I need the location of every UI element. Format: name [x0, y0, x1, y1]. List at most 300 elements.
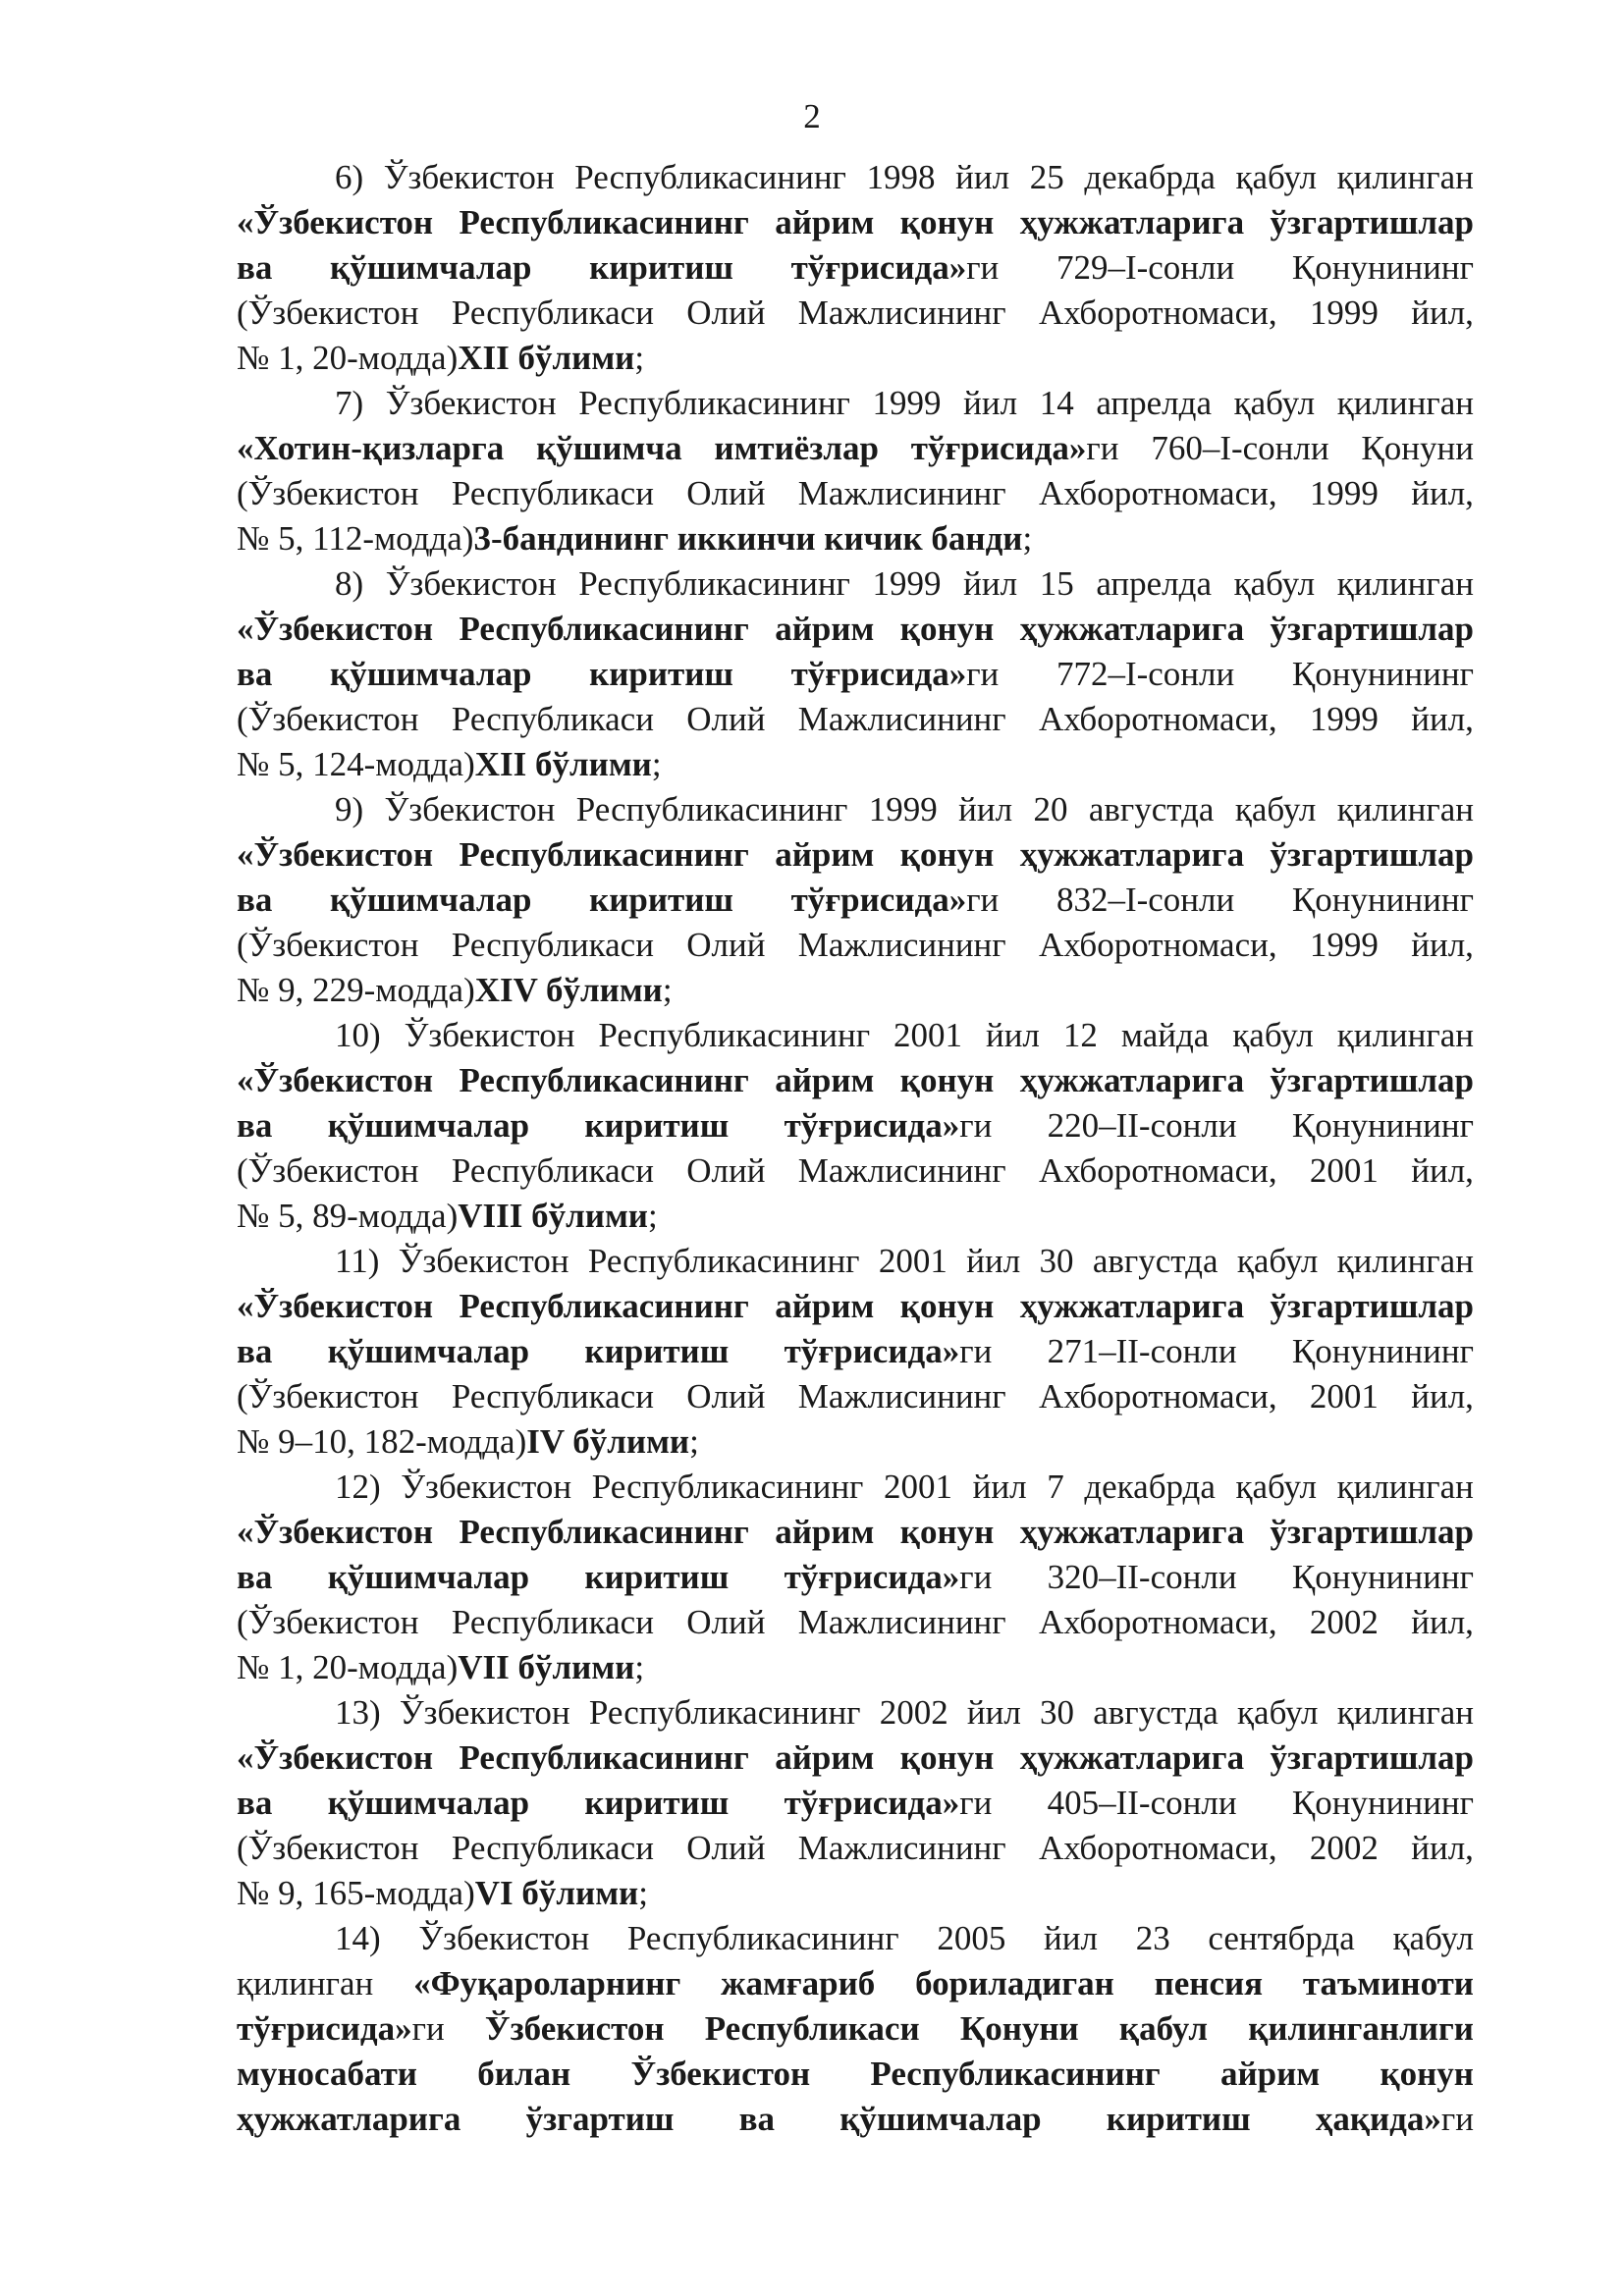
- word: [1292, 1103, 1474, 1148]
- bold-text: ҳужжатларига: [1019, 1061, 1245, 1099]
- text-line: [237, 787, 1474, 832]
- word: [1411, 1600, 1474, 1645]
- word: [1155, 1961, 1264, 2006]
- word: [460, 832, 749, 878]
- word: [686, 1600, 765, 1645]
- word: [1292, 878, 1474, 923]
- word: [714, 426, 879, 471]
- plain-text: 2001: [1309, 1151, 1379, 1190]
- word: [335, 1916, 381, 1961]
- bold-text: XII бўлими: [458, 339, 635, 377]
- text-line: [237, 1781, 1474, 1826]
- word: [1232, 1013, 1313, 1058]
- word: [328, 1329, 529, 1374]
- word: [1220, 2052, 1320, 2097]
- word: [574, 155, 846, 200]
- word: [1039, 697, 1277, 742]
- word: [237, 1329, 272, 1374]
- word: [584, 1329, 729, 1374]
- bold-text: ҳужжатларига: [1019, 1513, 1245, 1551]
- word: [1234, 381, 1315, 426]
- bold-text: «Ўзбекистон: [237, 1287, 434, 1325]
- word: [1411, 1148, 1474, 1194]
- word: [576, 787, 848, 832]
- word: [900, 1510, 995, 1555]
- word: [588, 1239, 860, 1284]
- bold-text: ва: [237, 1784, 273, 1822]
- plain-text: йил: [985, 1016, 1040, 1054]
- list-item: [237, 561, 1474, 787]
- plain-text: Ахборотномаси,: [1038, 1151, 1277, 1190]
- text-line: [237, 652, 1474, 697]
- word: [452, 923, 654, 968]
- word: [1310, 923, 1379, 968]
- text-line: [237, 1239, 1474, 1284]
- plain-text: Ўзбекистон: [418, 1919, 590, 1957]
- word: [1292, 245, 1474, 291]
- bold-text: қонун: [899, 1061, 995, 1099]
- list-item: [237, 1916, 1474, 2142]
- word: [798, 1600, 1006, 1645]
- bold-text: ҳужжатларига: [1019, 835, 1245, 874]
- text-line: [237, 1465, 1474, 1510]
- text-line: [237, 336, 1474, 381]
- word: [1040, 1239, 1074, 1284]
- word: [237, 1871, 475, 1916]
- word: [1337, 1239, 1474, 1284]
- word: [900, 1284, 995, 1329]
- word: [418, 1916, 589, 1961]
- bold-text: «Хотин-қизларга: [237, 429, 505, 467]
- word: [237, 336, 458, 381]
- bold-text: киритиш: [584, 1558, 730, 1596]
- suffix-text: ги: [959, 1106, 993, 1145]
- word: [452, 1600, 654, 1645]
- word: [1411, 1826, 1474, 1871]
- word: [237, 1826, 418, 1871]
- word: [1271, 200, 1474, 245]
- bold-text: жамғариб: [721, 1964, 876, 2002]
- word: [1310, 1148, 1379, 1194]
- word: [648, 1194, 658, 1239]
- word: [879, 1239, 947, 1284]
- word: [1039, 1148, 1277, 1194]
- plain-text: йил: [966, 1693, 1021, 1732]
- bold-text: қонун: [899, 1738, 995, 1777]
- plain-text: (Ўзбекистон: [237, 294, 419, 332]
- word: [1337, 155, 1474, 200]
- text-line: [237, 1194, 1474, 1239]
- plain-text: апрелда: [1096, 384, 1212, 422]
- word: [475, 742, 652, 787]
- plain-text: йил,: [1411, 700, 1474, 738]
- word: [631, 2052, 811, 2097]
- plain-text: Қонунининг: [1291, 655, 1474, 693]
- plain-text: Республикаси: [451, 1151, 654, 1190]
- plain-text: 14): [335, 1919, 381, 1957]
- bold-text: ўзгартиш: [525, 2100, 675, 2138]
- plain-text: Ўзбекистон: [404, 1016, 575, 1054]
- word: [237, 1194, 458, 1239]
- text-line: [237, 697, 1474, 742]
- plain-text: қилинган: [1336, 1242, 1474, 1280]
- word: [798, 1826, 1006, 1871]
- bold-text: Ўзбекистон: [484, 2009, 665, 2048]
- plain-text: қабул: [1235, 158, 1317, 196]
- text-line: [237, 200, 1474, 245]
- word: [1271, 1284, 1474, 1329]
- word: [1084, 155, 1216, 200]
- word: [900, 832, 995, 878]
- bold-text: ва: [237, 248, 273, 287]
- plain-text: 729–I-сонли: [1056, 248, 1235, 287]
- plain-text: сентябрда: [1208, 1919, 1355, 1957]
- word: [1048, 1103, 1237, 1148]
- word: [798, 923, 1006, 968]
- bold-text: ўзгартишлар: [1270, 203, 1474, 241]
- word: [967, 1690, 1021, 1735]
- word: [237, 245, 272, 291]
- plain-text: Республикасининг: [578, 564, 850, 603]
- bold-text: XIV бўлими: [474, 971, 663, 1009]
- bold-text: ва: [237, 655, 273, 693]
- plain-text: Қонунининг: [1291, 1106, 1474, 1145]
- word: [689, 1419, 699, 1465]
- text-line: [237, 832, 1474, 878]
- bold-text: ўзгартишлар: [1270, 1287, 1474, 1325]
- text-line: [237, 2006, 1474, 2052]
- text-line: [237, 923, 1474, 968]
- word: [237, 2006, 445, 2052]
- bold-text: билан: [477, 2055, 571, 2093]
- plain-text: Қонунининг: [1291, 881, 1474, 919]
- word: [237, 742, 475, 787]
- word: [1039, 923, 1277, 968]
- plain-text: Ахборотномаси,: [1038, 294, 1277, 332]
- text-line: [237, 1510, 1474, 1555]
- word: [328, 1781, 529, 1826]
- word: [1030, 155, 1064, 200]
- plain-text: Республикасининг: [598, 1016, 871, 1054]
- word: [955, 155, 1009, 200]
- word: [1020, 200, 1244, 245]
- word: [869, 787, 938, 832]
- bold-text: Ўзбекистон: [630, 2055, 811, 2093]
- word: [785, 1781, 993, 1826]
- plain-text: қилинган: [1336, 158, 1474, 196]
- bold-text: ҳужжатларига: [1019, 1287, 1245, 1325]
- plain-text: қабул: [1234, 790, 1317, 828]
- plain-text: 1999: [872, 564, 942, 603]
- word: [893, 1013, 962, 1058]
- text-line: [237, 1826, 1474, 1871]
- plain-text: 1998: [866, 158, 936, 196]
- text-line: [237, 291, 1474, 336]
- word: [1271, 1735, 1474, 1781]
- word: [1020, 1284, 1244, 1329]
- plain-text: Олий: [686, 1151, 766, 1190]
- plain-text: 23: [1135, 1919, 1170, 1957]
- word: [900, 1735, 995, 1781]
- word: [775, 1058, 874, 1103]
- word: [386, 381, 557, 426]
- word: [335, 1690, 381, 1735]
- word: [460, 607, 749, 652]
- word: [900, 200, 995, 245]
- word: [335, 1239, 379, 1284]
- bold-text: киритиш: [584, 1106, 730, 1145]
- word: [1096, 561, 1212, 607]
- word: [536, 426, 681, 471]
- plain-text: йил: [972, 1468, 1027, 1506]
- bold-text: қонун: [899, 610, 995, 648]
- bold-text: қўшимчалар: [839, 2100, 1042, 2138]
- text-line: [237, 1013, 1474, 1058]
- word: [775, 1510, 874, 1555]
- plain-text: № 9, 229-модда): [237, 971, 475, 1009]
- word: [873, 561, 942, 607]
- plain-text: 14: [1039, 384, 1074, 422]
- word: [330, 878, 531, 923]
- plain-text: № 5, 112-модда): [237, 519, 474, 558]
- word: [335, 381, 363, 426]
- plain-text: 2001: [884, 1468, 953, 1506]
- word: [1056, 878, 1234, 923]
- bold-text: 3-бандининг иккинчи кичик банди: [473, 519, 1023, 558]
- bold-text: тўғрисида»: [790, 248, 967, 287]
- word: [237, 607, 433, 652]
- word: [237, 832, 433, 878]
- plain-text: 832–I-сонли: [1056, 881, 1235, 919]
- text-line: [237, 245, 1474, 291]
- text-line: [237, 471, 1474, 516]
- word: [785, 1103, 993, 1148]
- bold-text: Республикасининг: [459, 1513, 749, 1551]
- word: [785, 1329, 993, 1374]
- word: [475, 1871, 638, 1916]
- word: [237, 1555, 272, 1600]
- plain-text: (Ўзбекистон: [237, 926, 419, 964]
- word: [1020, 1510, 1244, 1555]
- plain-text: 1999: [872, 384, 942, 422]
- word: [578, 561, 850, 607]
- word: [1411, 471, 1474, 516]
- word: [237, 1284, 433, 1329]
- word: [237, 1600, 418, 1645]
- word: [1084, 1465, 1216, 1510]
- plain-text: 6): [335, 158, 364, 196]
- word: [1208, 1916, 1354, 1961]
- word: [873, 381, 942, 426]
- plain-text: қабул: [1235, 1468, 1317, 1506]
- word: [237, 1419, 526, 1465]
- list-item: [237, 1239, 1474, 1465]
- word: [1310, 1826, 1379, 1871]
- plain-text: йил,: [1411, 1829, 1474, 1867]
- plain-text: ;: [638, 1874, 648, 1912]
- plain-text: 20: [1033, 790, 1068, 828]
- plain-text: августда: [1092, 1242, 1218, 1280]
- text-line: [237, 561, 1474, 607]
- plain-text: Республикаси: [451, 926, 654, 964]
- plain-text: қабул: [1233, 564, 1316, 603]
- word: [775, 607, 874, 652]
- plain-text: Республикаси: [451, 294, 654, 332]
- word: [237, 878, 272, 923]
- word: [413, 1961, 680, 2006]
- word: [1020, 1735, 1244, 1781]
- text-line: [237, 1419, 1474, 1465]
- word: [400, 1690, 570, 1735]
- plain-text: 760–I-сонли: [1151, 429, 1329, 467]
- bold-text: ҳақида»: [1315, 2100, 1441, 2138]
- word: [458, 1194, 648, 1239]
- word: [473, 516, 1022, 561]
- plain-text: йил,: [1411, 474, 1474, 512]
- text-line: [237, 1555, 1474, 1600]
- plain-text: 12: [1062, 1016, 1098, 1054]
- list-item: [237, 1690, 1474, 1916]
- word: [460, 1284, 749, 1329]
- text-line: [237, 878, 1474, 923]
- bold-text: Республикасининг: [459, 1287, 749, 1325]
- word: [1022, 516, 1032, 561]
- word: [1411, 923, 1474, 968]
- plain-text: ;: [662, 971, 673, 1009]
- word: [237, 1735, 433, 1781]
- plain-text: йил: [963, 564, 1018, 603]
- word: [592, 1465, 864, 1510]
- word: [1411, 291, 1474, 336]
- word: [589, 1690, 861, 1735]
- bold-text: тўғрисида»: [784, 1106, 960, 1145]
- word: [1033, 787, 1067, 832]
- word: [867, 155, 936, 200]
- bold-text: қўшимча: [536, 429, 682, 467]
- word: [900, 1058, 995, 1103]
- plain-text: йил: [955, 158, 1010, 196]
- bold-text: қонун: [899, 1287, 995, 1325]
- word: [1235, 787, 1316, 832]
- word: [686, 291, 765, 336]
- text-line: [237, 968, 1474, 1013]
- word: [1020, 607, 1244, 652]
- word: [1337, 1013, 1474, 1058]
- word: [791, 652, 1000, 697]
- plain-text: Қонунининг: [1291, 1332, 1474, 1370]
- plain-text: Олий: [686, 1377, 766, 1415]
- plain-text: 2001: [1309, 1377, 1379, 1415]
- bold-text: пенсия: [1154, 1964, 1264, 2002]
- plain-text: декабрда: [1084, 158, 1216, 196]
- bold-text: Республикасининг: [459, 1061, 749, 1099]
- list-item: [237, 1465, 1474, 1690]
- bold-text: «Ўзбекистон: [237, 203, 434, 241]
- bold-text: қўшимчалар: [330, 248, 532, 287]
- word: [1271, 1058, 1474, 1103]
- word: [1234, 561, 1315, 607]
- word: [973, 1465, 1027, 1510]
- text-line: [237, 1961, 1474, 2006]
- text-line: [237, 1374, 1474, 1419]
- plain-text: Республикаси: [451, 474, 654, 512]
- word: [739, 2097, 775, 2142]
- word: [798, 291, 1006, 336]
- bold-text: IV бўлими: [526, 1422, 690, 1461]
- plain-text: йил: [958, 790, 1013, 828]
- plain-text: 772–I-сонли: [1056, 655, 1235, 693]
- plain-text: Ахборотномаси,: [1038, 1603, 1277, 1641]
- bold-text: ва: [237, 1558, 273, 1596]
- word: [791, 878, 1000, 923]
- plain-text: Мажлисининг: [797, 1603, 1006, 1641]
- word: [798, 1374, 1006, 1419]
- bold-text: ўзгартишлар: [1270, 835, 1474, 874]
- word: [237, 697, 418, 742]
- word: [477, 2052, 570, 2097]
- text-line: [237, 1284, 1474, 1329]
- text-line: [237, 1690, 1474, 1735]
- word: [1039, 1826, 1277, 1871]
- word: [686, 923, 765, 968]
- text-line: [237, 426, 1474, 471]
- word: [960, 2006, 1079, 2052]
- plain-text: қабул: [1232, 1016, 1314, 1054]
- suffix-text: ги: [959, 1558, 993, 1596]
- word: [775, 1284, 874, 1329]
- word: [237, 923, 418, 968]
- word: [1310, 1374, 1379, 1419]
- word: [839, 2097, 1041, 2142]
- plain-text: Олий: [686, 700, 766, 738]
- plain-text: 9): [335, 790, 364, 828]
- page-number: 2: [803, 97, 821, 135]
- word: [1411, 1374, 1474, 1419]
- plain-text: 2002: [1309, 1829, 1379, 1867]
- bold-text: VIII бўлими: [458, 1197, 648, 1235]
- plain-text: Республикаси: [451, 1603, 654, 1641]
- bold-text: киритиш: [589, 655, 733, 693]
- plain-text: Қонунининг: [1291, 248, 1474, 287]
- word: [775, 832, 874, 878]
- bold-text: тўғрисида»: [784, 1558, 960, 1596]
- plain-text: 7: [1047, 1468, 1064, 1506]
- bold-text: бориладиган: [915, 1964, 1114, 2002]
- plain-text: 2002: [879, 1693, 948, 1732]
- plain-text: 2002: [1309, 1603, 1379, 1641]
- plain-text: қилинган: [1336, 1693, 1474, 1732]
- word: [798, 471, 1006, 516]
- plain-text: Республикасининг: [578, 384, 850, 422]
- word: [1056, 245, 1234, 291]
- suffix-text: ги: [959, 1332, 993, 1370]
- list-item: [237, 155, 1474, 381]
- plain-text: (Ўзбекистон: [237, 1151, 419, 1190]
- plain-text: 1999: [1309, 700, 1379, 738]
- plain-text: Қонунининг: [1291, 1784, 1474, 1822]
- word: [686, 1826, 765, 1871]
- word: [937, 1916, 1005, 1961]
- word: [1361, 426, 1474, 471]
- plain-text: Республикасининг: [575, 790, 848, 828]
- bold-text: VII бўлими: [458, 1648, 635, 1686]
- plain-text: Ахборотномаси,: [1038, 474, 1277, 512]
- suffix-text: ги: [1440, 2100, 1474, 2138]
- word: [884, 1465, 952, 1510]
- bold-text: «Фуқароларнинг: [413, 1964, 681, 2002]
- plain-text: Ахборотномаси,: [1038, 926, 1277, 964]
- plain-text: қилинган: [1336, 1468, 1474, 1506]
